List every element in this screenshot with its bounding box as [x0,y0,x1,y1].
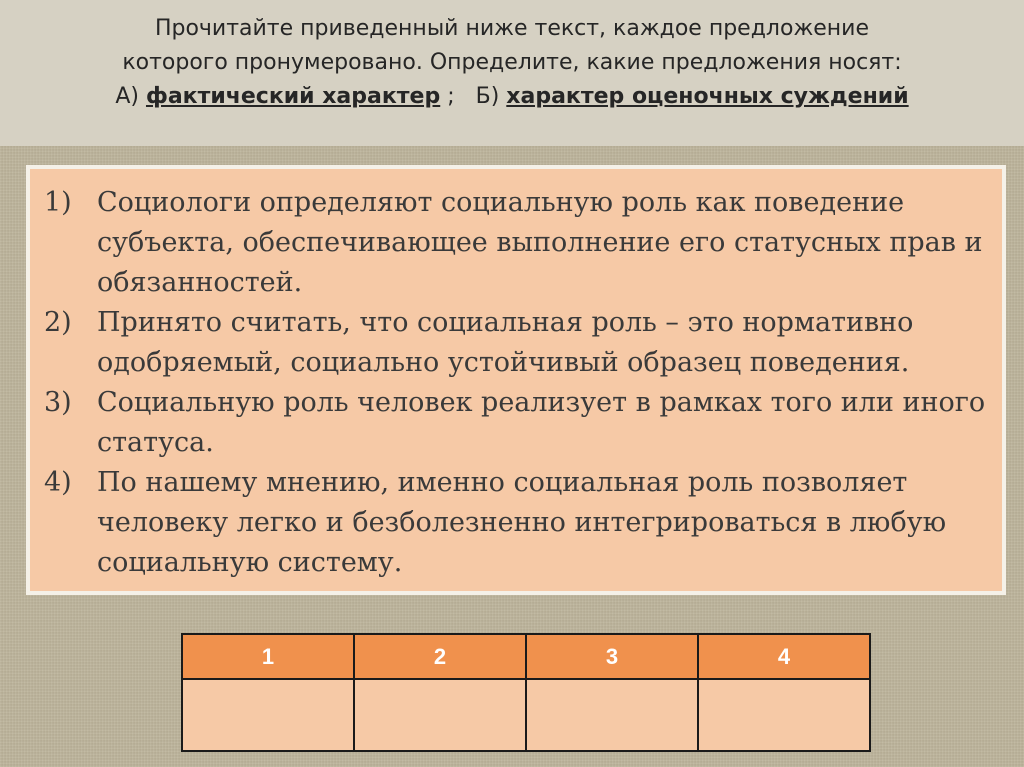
sentence-3 [30,383,1002,463]
sentence-2 [30,303,1002,383]
sentence-4 [30,463,1002,583]
answer-column-header: 4 [698,634,870,679]
answer-cell-2[interactable] [354,679,526,751]
answer-cell-4[interactable] [698,679,870,751]
sentence-text: По нашему мнению, именно социальная роль позволяет человеку легко и безболезненно интегрироваться в любую социальную систему. [97,467,947,578]
answer-cell-3[interactable] [526,679,698,751]
answer-column-header: 2 [354,634,526,679]
answer-column-header: 1 [182,634,354,679]
sentence-text: Принято считать, что социальная роль – это нормативно одобряемый, социально устойчивый образец поведения. [97,307,914,378]
task-header [0,0,1024,146]
sentence-text: Социальную роль человек реализует в рамках того или иного статуса. [97,387,986,458]
sentence-text: Социологи определяют социальную роль как поведение субъекта, обеспечивающее выполнение его статусных прав и обязанностей. [97,187,983,298]
sentence-1 [30,183,1002,303]
sentences-panel [26,165,1006,595]
answer-table [181,633,871,752]
sentence-number: 1) [44,187,72,218]
sentence-number: 3) [44,387,72,418]
option-a-prefix: А) [115,84,146,109]
sentence-number: 4) [44,467,72,498]
task-instruction-line-2: которого пронумеровано. Определите, какие предложения носят: [122,50,902,75]
task-options-line [0,80,1024,114]
option-a-suffix: ; [440,84,455,109]
sentences-list [30,169,1002,591]
answer-cell-1[interactable] [182,679,354,751]
task-instruction-line-1: Прочитайте приведенный ниже текст, каждое предложение [154,16,870,41]
option-b-label: характер оценочных суждений [506,84,909,109]
answer-column-header: 3 [526,634,698,679]
sentence-number: 2) [44,307,72,338]
answer-table-input-row [182,679,870,751]
option-b-prefix: Б) [475,84,507,109]
answer-table-header-row [182,634,870,679]
option-a-label: фактический характер [145,84,441,109]
